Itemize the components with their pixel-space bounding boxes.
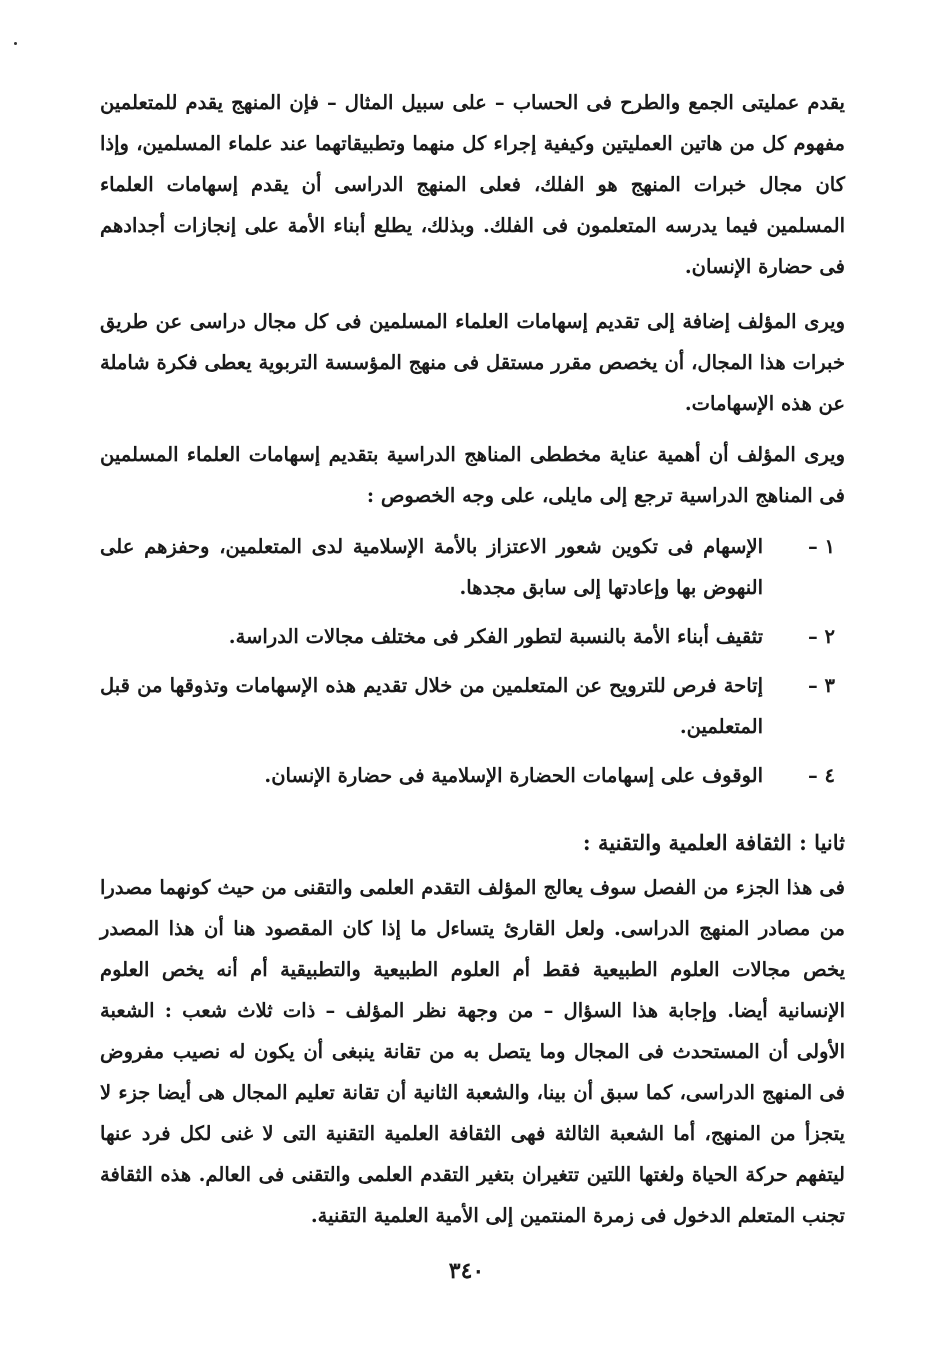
list-item: [100, 526, 845, 608]
paragraph-importance-intro: ويرى المؤلف أن أهمية عناية مخططى المناهج الدراسية بتقديم إسهامات العلماء المسلمين فى المناهج الدراسية ترجع إلى مايلى، على وجه الخصوص :: [100, 443, 845, 507]
paragraph-scientific-culture: فى هذا الجزء من الفصل سوف يعالج المؤلف التقدم العلمى والتقنى من حيث كونهما مصدرا من مصادر المنهج الدراسى. ولعل القارئ يتساءل ما إذا كان المقصود هنا أن هذا المصدر يخص مجالات العلوم الطبيعية فقط أم العلوم الطبيعية والتطبيقية أم أنه يخص العلوم الإنسانية أيضا. وإجابة هذا السؤال – من وجهة نظر المؤلف – ذات ثلاث شعب : الشعبة الأولى أن المستحدث فى المجال وما يتصل به من تقانة ينبغى أن يكون له نصيب مفروض فى المنهج الدراسى، كما سبق أن بينا، والشعبة الثانية أن تقانة تعليم المجال هى أيضا جزء لا يتجزأ من المنهج، أما الشعبة الثالثة فهى الثقافة العلمية التقنية التى لا غنى لكل فرد عنها ليتفهم حركة الحياة ولغتها اللتين تتغيران بتغير التقدم العلمى والتقنى فى العالم. هذه الثقافة تجنب المتعلم الدخول فى زمرة المنتمين إلى الأمية العلمية التقنية.: [100, 876, 845, 1227]
list-item-text: الإسهام فى تكوين شعور الاعتزاز بالأمة الإسلامية لدى المتعلمين، وحفزهم على النهوض بها وإعادتها إلى سابق مجدها.: [100, 535, 763, 599]
section-heading: ثانيا : الثقافة العلمية والتقنية :: [582, 830, 845, 855]
paragraph-arithmetic-astronomy: يقدم عمليتى الجمع والطرح فى الحساب – على سبيل المثال – فإن المنهج يقدم للمتعلمين مفهوم كل من هاتين العمليتين وكيفية إجراء كل منهما وتطبيقاتهما عند علماء المسلمين، وإذا كان مجال خبرات المنهج هو الفلك، فعلى المنهج الدراسى أن يقدم إسهامات العلماء المسلمين فيما يدرسه المتعلمون فى الفلك. وبذلك، يطلع أبناء الأمة على إنجازات أجدادهم فى حضارة الإنسان.: [100, 91, 845, 278]
list-item-number: ٣ –: [807, 674, 835, 697]
list-item: [100, 755, 845, 796]
list-item-text: إتاحة فرص للترويح عن المتعلمين من خلال تقديم هذه الإسهامات وتذوقها من قبل المتعلمين.: [100, 674, 763, 738]
list-item-number: ٤ –: [807, 764, 835, 787]
paragraph-independent-course: ويرى المؤلف إضافة إلى تقديم إسهامات العلماء المسلمين فى كل مجال دراسى عن طريق خبرات هذا المجال، أن يخصص مقرر مستقل فى منهج المؤسسة التربوية يعطى فكرة شاملة عن هذه الإسهامات.: [100, 310, 845, 415]
list-item: [100, 665, 845, 747]
list-item-text: تثقيف أبناء الأمة بالنسبة لتطور الفكر فى مختلف مجالات الدراسة.: [228, 625, 763, 648]
list-item-number: ٢ –: [807, 625, 835, 648]
page-number: ٣٤٠: [448, 1258, 485, 1284]
importance-list: [100, 526, 845, 796]
page-body: [100, 82, 845, 1246]
scan-speck: [14, 42, 17, 45]
list-item: [100, 616, 845, 657]
list-item-text: الوقوف على إسهامات الحضارة الإسلامية فى حضارة الإنسان.: [264, 764, 763, 787]
list-item-number: ١ –: [807, 535, 835, 558]
